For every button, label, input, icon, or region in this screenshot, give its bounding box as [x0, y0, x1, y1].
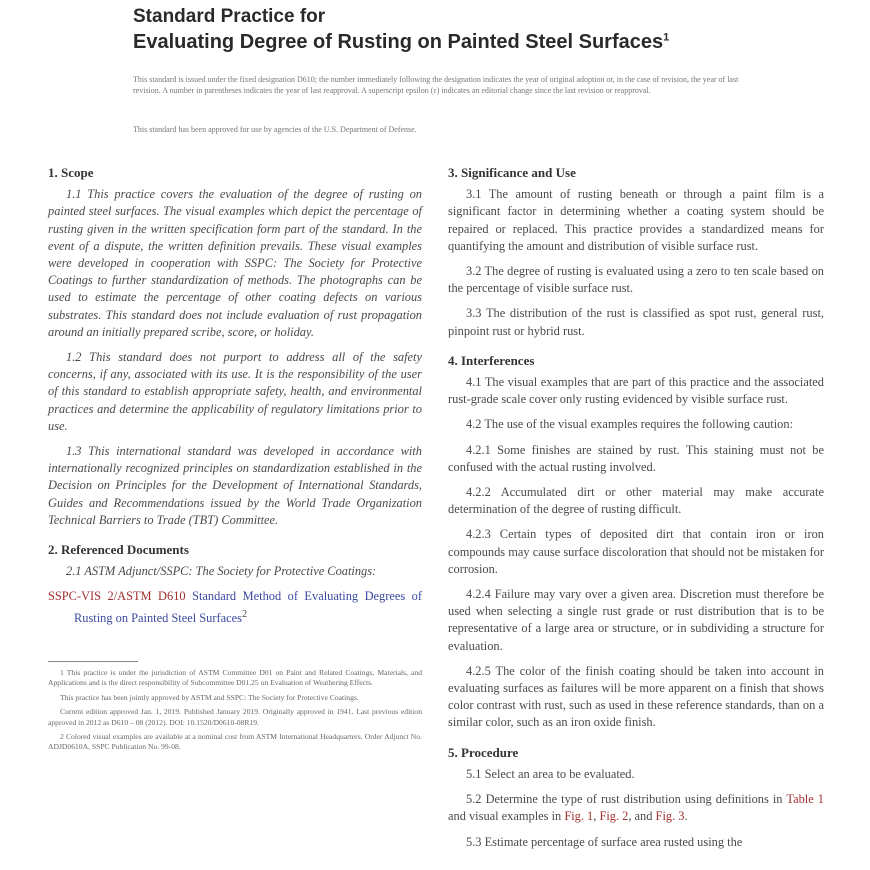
section-1-heading: 1. Scope: [48, 165, 94, 180]
paragraph-5-2: [448, 791, 824, 825]
paragraph-3-3: 3.3 The distribution of the rust is classified as spot rust, general rust, pinpoint rust or hybrid rust.: [448, 306, 824, 338]
document-title: Evaluating Degree of Rusting on Painted Steel Surfaces: [133, 31, 664, 53]
title-footnote-mark: 1: [663, 31, 670, 44]
footnote-1: 1 This practice is under the jurisdiction of ASTM Committee D01 on Paint and Related Coatings, Materials, and Applications and is the direct responsibility of Subcommittee D01.25 on Evaluation of Weathering Effects.: [48, 668, 422, 688]
title-line-1: Standard Practice for: [133, 6, 326, 27]
right-column: [448, 164, 824, 859]
paragraph-5-1: 5.1 Select an area to be evaluated.: [466, 766, 635, 781]
paragraph-4-2-5: 4.2.5 The color of the finish coating should be taken into account in evaluating surfaces as failures will be more apparent on a finish that shows color contrast with rust, such as used in these reference standards, than on a similar color, such as an iron oxide finish.: [448, 663, 824, 730]
paragraph-4-2-4: 4.2.4 Failure may vary over a given area. Discretion must therefore be used when selecting a single rust grade or rust distribution that is to be representative of a large area or structure, or in subdividing a structure for evaluation.: [448, 587, 824, 653]
paragraph-4-2-1: 4.2.1 Some finishes are stained by rust. This staining must not be confused with the actual rusting involved.: [448, 442, 824, 474]
paragraph-1-1: 1.1 This practice covers the evaluation of the degree of rusting on painted steel surfaces. The visual examples which depict the percentage of rusting given in the written specification form part of the standard. In the event of a dispute, the written definition prevails. These visual examples were developed in cooperation with SSPC: The Society for Protective Coatings to further standardization of methods. The photographs can be used to estimate the percentage of other coating defects on various substrates. This standard does not include evaluation of rust propagation around an initially prepared scribe, score, or holiday.: [48, 187, 422, 339]
p5-2-text-b: and visual examples in: [448, 809, 565, 824]
dod-note: This standard has been approved for use by agencies of the U.S. Department of Defense.: [133, 125, 417, 134]
ref-code-link[interactable]: SSPC-VIS 2/ASTM D610: [48, 589, 186, 604]
footnote-1c: Current edition approved Jan. 1, 2019. Published January 2019. Originally approved in 1941. Last previous edition approved in 2012 as D610 – 08 (2012). DOI: 10.1520/D0610-08R19.: [48, 707, 422, 727]
paragraph-1-2: 1.2 This standard does not purport to address all of the safety concerns, if any, associated with its use. It is the responsibility of the user of this standard to establish appropriate safety, health, and environmental practices and determine the applicability of regulatory limitations prior to use.: [48, 350, 422, 433]
title-line-2: [133, 31, 669, 54]
footnote-divider: [48, 661, 138, 662]
paragraph-2-1: 2.1 ASTM Adjunct/SSPC: The Society for Protective Coatings:: [66, 564, 377, 579]
section-3-heading: 3. Significance and Use: [448, 165, 576, 180]
paragraph-3-2: 3.2 The degree of rusting is evaluated using a zero to ten scale based on the percentage of visible surface rust.: [448, 264, 824, 296]
section-4-heading: 4. Interferences: [448, 352, 535, 368]
paragraph-4-2-3: 4.2.3 Certain types of deposited dirt that contain iron or iron compounds may cause surface discoloration that should not be mistaken for corrosion.: [448, 527, 824, 576]
ref-title-link[interactable]: Standard Method of Evaluating Degrees of Rusting on Painted Steel Surfaces: [74, 589, 422, 625]
fig-2-link[interactable]: Fig. 2: [599, 809, 629, 824]
paragraph-1-3: 1.3 This international standard was developed in accordance with internationally recognized principles on standardization established in the Decision on Principles for the Development of International Standards, Guides and Recommendations issued by the World Trade Organization Technical Barriers to Trade (TBT) Committee.: [48, 444, 422, 527]
footnote-1b: This practice has been jointly approved by ASTM and SSPC: The Society for Protective Coatings.: [60, 692, 359, 702]
paragraph-5-3: 5.3 Estimate percentage of surface area rusted using the: [466, 834, 743, 849]
footnote-2: 2 Colored visual examples are available at a nominal cost from ASTM International Headquarters. Order Adjunct No. ADJD0610A, SSPC Publication No. 99-08.: [48, 732, 422, 752]
ref-footnote-mark: 2: [241, 608, 248, 620]
paragraph-4-1: 4.1 The visual examples that are part of this practice and the associated rust-grade scale cover only rusting evidenced by visible surface rust.: [448, 375, 824, 407]
section-2-heading: 2. Referenced Documents: [48, 542, 189, 558]
designation-note: This standard is issued under the fixed designation D610; the number immediately following the designation indicates the year of original adoption or, in the case of revision, the year of last revision. A number in parentheses indicates the year of last reapproval. A superscript epsilon (ε) indicates an editorial change since the last revision or reapproval.: [133, 75, 739, 95]
p5-2-sep-2: , and: [628, 809, 656, 824]
left-column: [48, 164, 422, 757]
p5-2-text-a: 5.2 Determine the type of rust distribution using definitions in: [466, 792, 787, 807]
fig-1-link[interactable]: Fig. 1: [564, 809, 594, 824]
paragraph-4-2: 4.2 The use of the visual examples requires the following caution:: [466, 417, 794, 432]
paragraph-4-2-2: 4.2.2 Accumulated dirt or other material may make accurate determination of the degree of rusting difficult.: [448, 485, 824, 517]
p5-2-sep-1: ,: [593, 809, 600, 824]
table-1-link[interactable]: Table 1: [786, 792, 824, 807]
p5-2-end: .: [684, 809, 688, 824]
paragraph-3-1: 3.1 The amount of rusting beneath or through a paint film is a significant factor in determining whether a coating system should be repaired or replaced. This practice provides a standardized means for quantifying the amount and distribution of visible surface rust.: [448, 187, 824, 253]
section-5-heading: 5. Procedure: [448, 744, 519, 760]
fig-3-link[interactable]: Fig. 3: [655, 809, 685, 824]
referenced-standard: [48, 588, 422, 627]
